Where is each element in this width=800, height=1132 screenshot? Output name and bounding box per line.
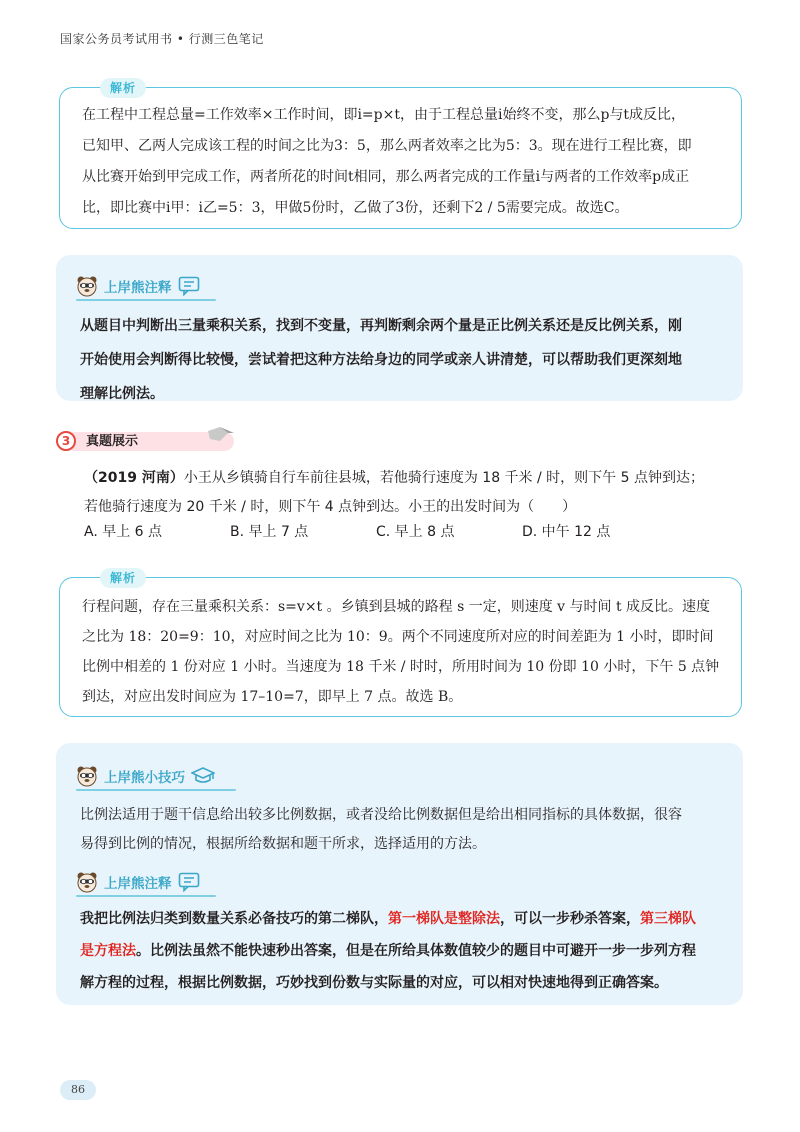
graduation-cap-icon [191, 766, 215, 786]
highlight-text: 是方程法 [80, 943, 136, 959]
analysis-line: 已知甲、乙两人完成该工程的时间之比为3：5，那么两者效率之比为5：3。现在进行工程比赛，即 [82, 138, 692, 154]
analysis-box-1 [59, 81, 742, 229]
question-source: （2019 河南） [84, 470, 184, 486]
note-line [80, 935, 735, 967]
note-line: 开始使用会判断得比较慢，尝试着把这种方法给身边的同学或亲人讲清楚，可以帮助我们更深刻地 [80, 352, 682, 368]
tip-title: 上岸熊小技巧 [104, 770, 185, 786]
note-underline [76, 299, 216, 301]
analysis-line: 比例中相差的 1 份对应 1 小时。当速度为 18 千米 / 时时，所用时间为 10 份即 10 小时，下午 5 点钟 [82, 659, 720, 675]
option-c: C. 早上 8 点 [376, 524, 455, 540]
option-d: D. 中午 12 点 [522, 524, 611, 540]
bear-tip-panel [56, 743, 743, 1005]
running-header: 国家公务员考试用书 • 行测三色笔记 [60, 32, 264, 46]
analysis-line: 从比赛开始到甲完成工作，两者所花的时间t相同，那么两者完成的工作量i与两者的工作效率p成正 [82, 169, 690, 185]
bear-mascot-icon [76, 765, 98, 787]
note-underline [76, 895, 216, 897]
section-label: 真题展示 [86, 434, 139, 449]
speech-bubble-icon [178, 276, 200, 296]
speech-bubble-icon [178, 872, 200, 892]
note-line: 解方程的过程，根据比例数据，巧妙找到份数与实际量的对应，可以相对快速地得到正确答案。 [80, 975, 668, 991]
highlight-text: 第一梯队是整除法 [388, 911, 500, 927]
analysis-tag: 解析 [100, 78, 146, 98]
analysis-line: 比，即比赛中i甲：i乙=5：3，甲做5份时，乙做了3份，还剩下2 / 5需要完成。故选C。 [82, 200, 629, 216]
analysis-line: 在工程中工程总量=工作效率×工作时间，即i=p×t，由于工程总量i始终不变，那么p与t成反比， [82, 107, 686, 123]
analysis-tag: 解析 [100, 568, 146, 588]
question-line: 若他骑行速度为 20 千米 / 时，则下午 4 点钟到达。小王的出发时间为（ ） [84, 499, 577, 515]
note-text: 我把比例法归类到数量关系必备技巧的第二梯队， [80, 911, 388, 927]
bear-mascot-icon [76, 275, 98, 297]
bear-mascot-icon [76, 871, 98, 893]
option-a: A. 早上 6 点 [84, 524, 163, 540]
analysis-line: 到达，对应出发时间应为 17–10=7，即早上 7 点。故选 B。 [82, 689, 463, 705]
question-options [84, 521, 684, 541]
section-number: 3 [56, 431, 76, 451]
note-line [80, 903, 735, 935]
question-stem [84, 464, 744, 522]
tip-line: 易得到比例的情况，根据所给数据和题干所求，选择适用的方法。 [80, 836, 486, 852]
flag-decoration-icon [206, 425, 236, 445]
section-marker [56, 429, 186, 453]
tip-line: 比例法适用于题干信息给出较多比例数据，或者没给比例数据但是给出相同指标的具体数据，很容 [80, 807, 682, 823]
note-title: 上岸熊注释 [104, 280, 172, 296]
note-text: ，可以一步秒杀答案， [500, 911, 640, 927]
highlight-text: 第三梯队 [640, 911, 696, 927]
analysis-box-2 [59, 571, 742, 717]
analysis-line: 之比为 18：20=9：10，对应时间之比为 10：9。两个不同速度所对应的时间差距为 1 小时，即时间 [82, 629, 714, 645]
page-number: 86 [60, 1080, 96, 1100]
bear-note-panel-1 [56, 255, 743, 401]
note-title: 上岸熊注释 [104, 876, 172, 892]
note-line: 从题目中判断出三量乘积关系，找到不变量，再判断剩余两个量是正比例关系还是反比例关系，刚 [80, 318, 682, 334]
option-b: B. 早上 7 点 [230, 524, 309, 540]
note-text: 。比例法虽然不能快速秒出答案，但是在所给具体数值较少的题目中可避开一步一步列方程 [136, 943, 696, 959]
analysis-line: 行程问题，存在三量乘积关系：s=v×t 。乡镇到县城的路程 s 一定，则速度 v 与时间 t 成反比。速度 [82, 599, 711, 615]
tip-underline [76, 789, 236, 791]
question-line: 小王从乡镇骑自行车前往县城，若他骑行速度为 18 千米 / 时，则下午 5 点钟到达； [183, 470, 704, 486]
note-line: 理解比例法。 [80, 386, 164, 402]
